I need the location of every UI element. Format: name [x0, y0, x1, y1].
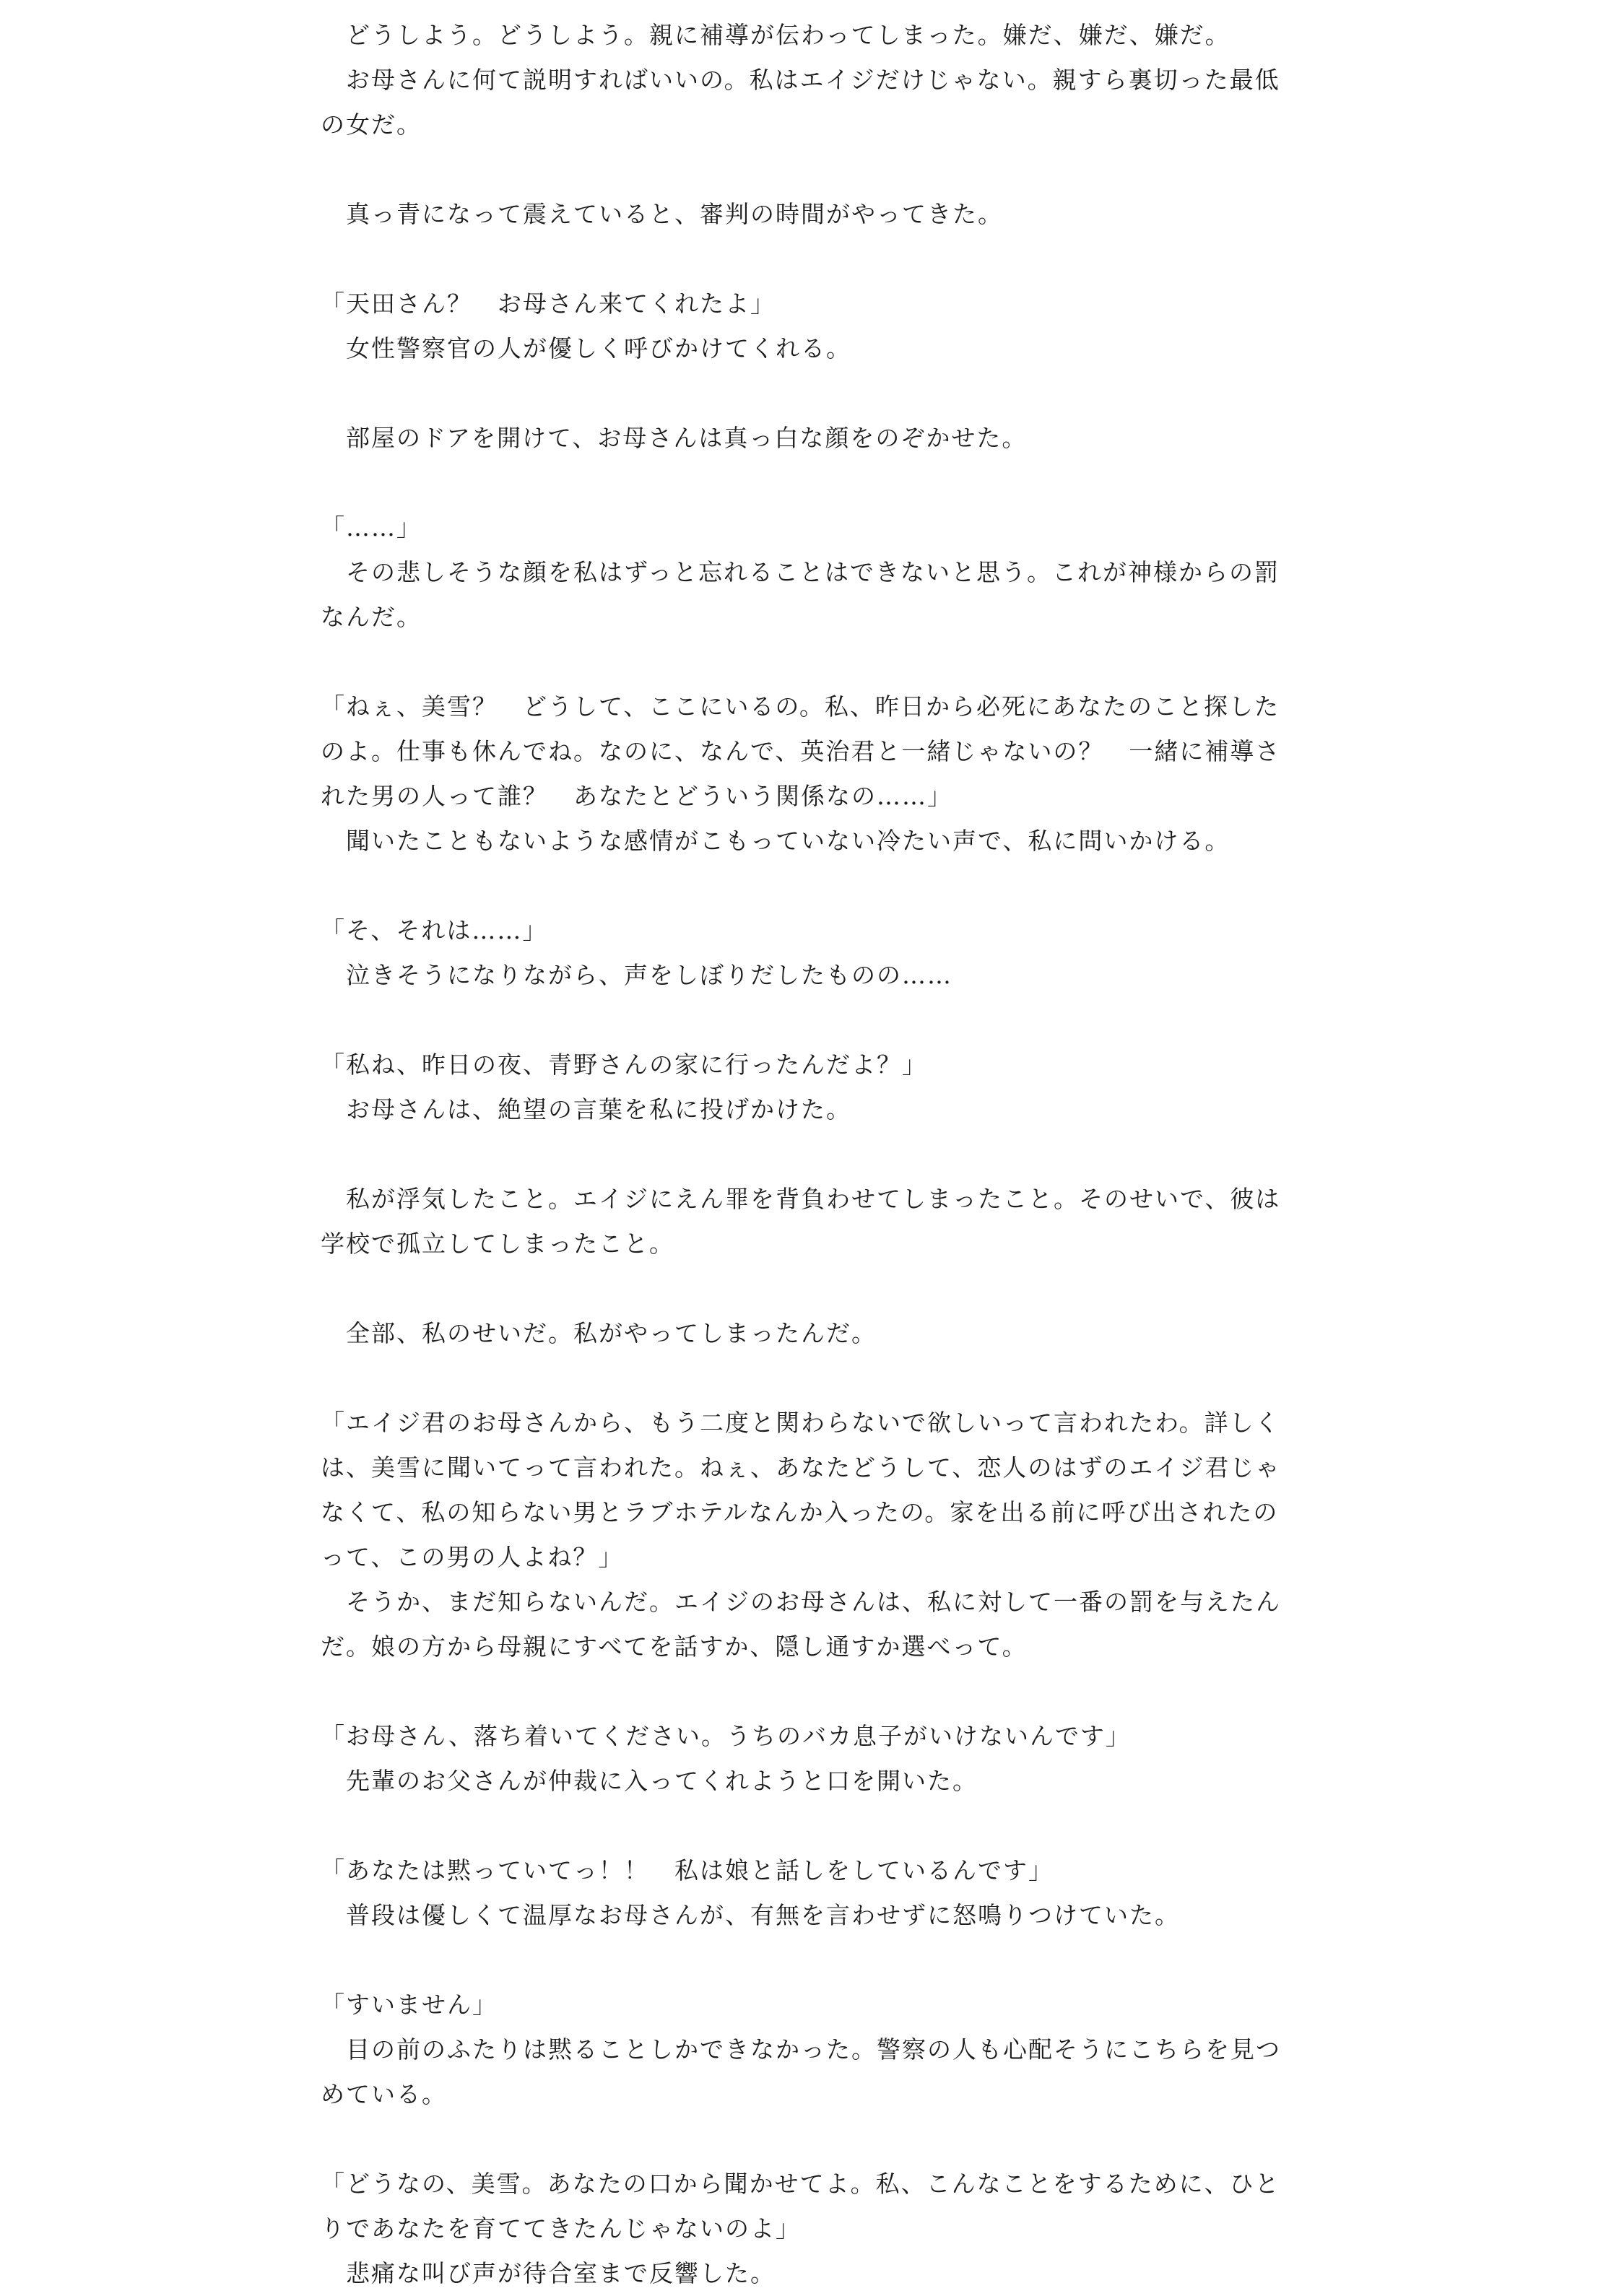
blank-line: [321, 1266, 1288, 1311]
text-line: 普段は優しくて温厚なお母さんが、有無を言わせずに怒鳴りつけていた。: [321, 1901, 1180, 1929]
text-line: 「エイジ君のお母さんから、もう二度と関わらないで欲しいって言われたわ。詳しく: [321, 1409, 1280, 1437]
blank-line: [321, 1669, 1288, 1714]
text-line: 聞いたこともないような感情がこもっていない冷たい声で、私に問いかける。: [321, 827, 1230, 855]
text-line: どうしよう。どうしよう。親に補導が伝わってしまった。嫌だ、嫌だ、嫌だ。: [321, 21, 1230, 49]
blank-line: [321, 640, 1288, 684]
text-line: って、この男の人よね？」: [321, 1543, 624, 1571]
text-line: 「……」: [321, 513, 422, 542]
blank-line: [321, 147, 1288, 192]
blank-line: [321, 461, 1288, 505]
text-line: 部屋のドアを開けて、お母さんは真っ白な顔をのぞかせた。: [321, 424, 1028, 452]
text-line: なんだ。: [321, 603, 422, 631]
text-line: 「お母さん、落ち着いてください。うちのバカ息子がいけないんです」: [321, 1722, 1131, 1750]
text-line: 先輩のお父さんが仲裁に入ってくれようと口を開いた。: [321, 1767, 978, 1795]
text-line: 目の前のふたりは黙ることしかできなかった。警察の人も心配そうにこちらを見つ: [321, 2035, 1281, 2064]
text-line: りであなたを育ててきたんじゃないのよ」: [321, 2214, 801, 2243]
text-line: 女性警察官の人が優しく呼びかけてくれる。: [321, 334, 851, 362]
text-line: 学校で孤立してしまったこと。: [321, 1230, 674, 1258]
text-line: は、美雪に聞いてって言われた。ねぇ、あなたどうして、恋人のはずのエイジ君じゃ: [321, 1453, 1281, 1482]
text-line: 泣きそうになりながら、声をしぼりだしたものの……: [321, 961, 952, 989]
novel-page: [321, 13, 1288, 2296]
text-line: めている。: [321, 2080, 447, 2108]
text-line: その悲しそうな顔を私はずっと忘れることはできないと思う。これが神様からの罰: [321, 558, 1280, 586]
blank-line: [321, 1356, 1288, 1401]
text-line: お母さんに何て説明すればいいの。私はエイジだけじゃない。親すら裏切った最低: [321, 66, 1280, 94]
text-line: 「あなたは黙っていてっ！！ 私は娘と話しをしているんです」: [321, 1856, 1054, 1884]
text-line: 「ねぇ、美雪？ どうして、ここにいるの。私、昨日から必死にあなたのこと探した: [321, 692, 1280, 721]
text-line: お母さんは、絶望の言葉を私に投げかけた。: [321, 1095, 851, 1123]
blank-line: [321, 237, 1288, 282]
blank-line: [321, 1938, 1288, 1983]
text-line: 「すいません」: [321, 1991, 498, 2019]
blank-line: [321, 2117, 1288, 2162]
blank-line: [321, 998, 1288, 1043]
text-line: だ。娘の方から母親にすべてを話すか、隠し通すか選べって。: [321, 1632, 1028, 1661]
text-line: そうか、まだ知らないんだ。エイジのお母さんは、私に対して一番の罰を与えたん: [321, 1588, 1281, 1616]
text-line: 全部、私のせいだ。私がやってしまったんだ。: [321, 1319, 877, 1347]
blank-line: [321, 371, 1288, 416]
blank-line: [321, 864, 1288, 908]
blank-line: [321, 1804, 1288, 1848]
text-line: れた男の人って誰？ あなたとどういう関係なの……」: [321, 782, 952, 810]
blank-line: [321, 1132, 1288, 1177]
text-line: なくて、私の知らない男とラブホテルなんか入ったの。家を出る前に呼び出されたの: [321, 1498, 1279, 1526]
text-line: 私が浮気したこと。エイジにえん罪を背負わせてしまったこと。そのせいで、彼は: [321, 1185, 1281, 1213]
text-line: 真っ青になって震えていると、審判の時間がやってきた。: [321, 200, 1003, 228]
text-line: 悲痛な叫び声が待合室まで反響した。: [321, 2259, 776, 2287]
text-line: 「私ね、昨日の夜、青野さんの家に行ったんだよ？」: [321, 1051, 927, 1079]
text-line: 「天田さん？ お母さん来てくれたよ」: [321, 290, 776, 318]
text-line: 「どうなの、美雪。あなたの口から聞かせてよ。私、こんなことをするために、ひと: [321, 2170, 1280, 2198]
text-line: のよ。仕事も休んでね。なのに、なんで、英治君と一緒じゃないの？ 一緒に補導さ: [321, 737, 1281, 765]
text-line: 「そ、それは……」: [321, 916, 548, 944]
text-line: の女だ。: [321, 110, 422, 139]
